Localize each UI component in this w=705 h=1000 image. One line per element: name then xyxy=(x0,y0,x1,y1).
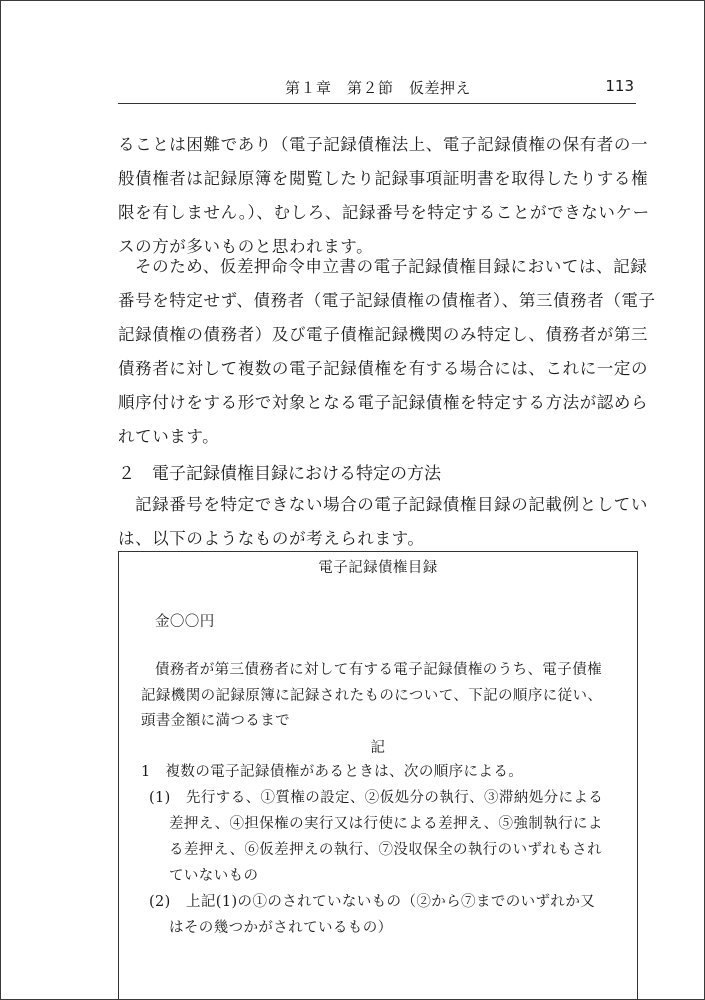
text-line: 順序付けをする形で対象となる電子記録債権を特定する方法が認めら xyxy=(118,393,649,412)
paragraph-1 xyxy=(118,128,650,264)
paragraph-2 xyxy=(118,250,656,454)
sub-item-1-line: る差押え、⑥仮差押えの執行、⑦没収保全の執行のいずれもされ xyxy=(169,842,602,858)
text-line: 記録債権の債務者）及び電子債権記録機関のみ特定し、債務者が第三 xyxy=(118,325,649,344)
sub-item-1-line: 差押え、④担保権の実行又は行使による差押え、⑤強制執行によ xyxy=(169,816,603,832)
text-line: そのため、仮差押命令申立書の電子記録債権目録においては、記録 xyxy=(135,257,648,276)
text-line: 般債権者は記録原簿を閲覧したり記録事項証明書を取得したりする権 xyxy=(118,169,649,188)
text-line: れています。 xyxy=(118,427,220,446)
chapter-title: 第１章 第２節 仮差押え xyxy=(285,79,472,97)
box-title: 電子記録債権目録 xyxy=(318,560,438,576)
sub-item-1-label: (1) xyxy=(149,790,171,806)
running-header xyxy=(118,73,636,104)
example-box xyxy=(118,551,638,1000)
amount-line: 金〇〇円 xyxy=(155,614,215,630)
section-number: ２ xyxy=(118,464,135,484)
text-line: 債務者に対して複数の電子記録債権を有する場合には、これに一定の xyxy=(118,359,649,378)
sub-item-2-line: 上記(1)の①のされていないもの（②から⑦までのいずれか又 xyxy=(186,894,596,910)
sub-item-2-label: (2) xyxy=(149,894,171,910)
sub-item-2-line: はその幾つかがされているもの） xyxy=(169,920,393,936)
text-line: は、以下のようなものが考えられます。 xyxy=(118,529,425,548)
description-line: 債務者が第三債務者に対して有する電子記録債権のうち、電子債権 xyxy=(155,662,602,678)
section-title: 電子記録債権目録における特定の方法 xyxy=(152,464,441,484)
page-number: 113 xyxy=(605,77,634,95)
section-heading xyxy=(118,459,441,484)
item-1: 1 複数の電子記録債権があるときは、次の順序による。 xyxy=(141,764,524,780)
description-line: 頭書金額に満つるまで xyxy=(141,713,290,729)
description-line: 記録機関の記録原簿に記録されたものについて、下記の順序に従い、 xyxy=(141,688,603,704)
text-line: 記録番号を特定できない場合の電子記録債権目録の記載例としてい xyxy=(135,495,648,514)
text-line: スの方が多いものと思われます。 xyxy=(118,237,374,256)
sub-item-1-line: ていないもの xyxy=(169,868,259,884)
ki-marker: 記 xyxy=(370,740,386,756)
text-line: ることは困難であり（電子記録債権法上、電子記録債権の保有者の一 xyxy=(118,135,649,154)
paragraph-3 xyxy=(118,488,648,556)
text-line: 限を有しません。）、むしろ、記録番号を特定することができないケー xyxy=(118,203,650,222)
text-line: 番号を特定せず、債務者（電子記録債権の債権者）、第三債務者（電子 xyxy=(118,291,656,310)
sub-item-1-line: 先行する、①質権の設定、②仮処分の執行、③滞納処分による xyxy=(186,790,604,806)
